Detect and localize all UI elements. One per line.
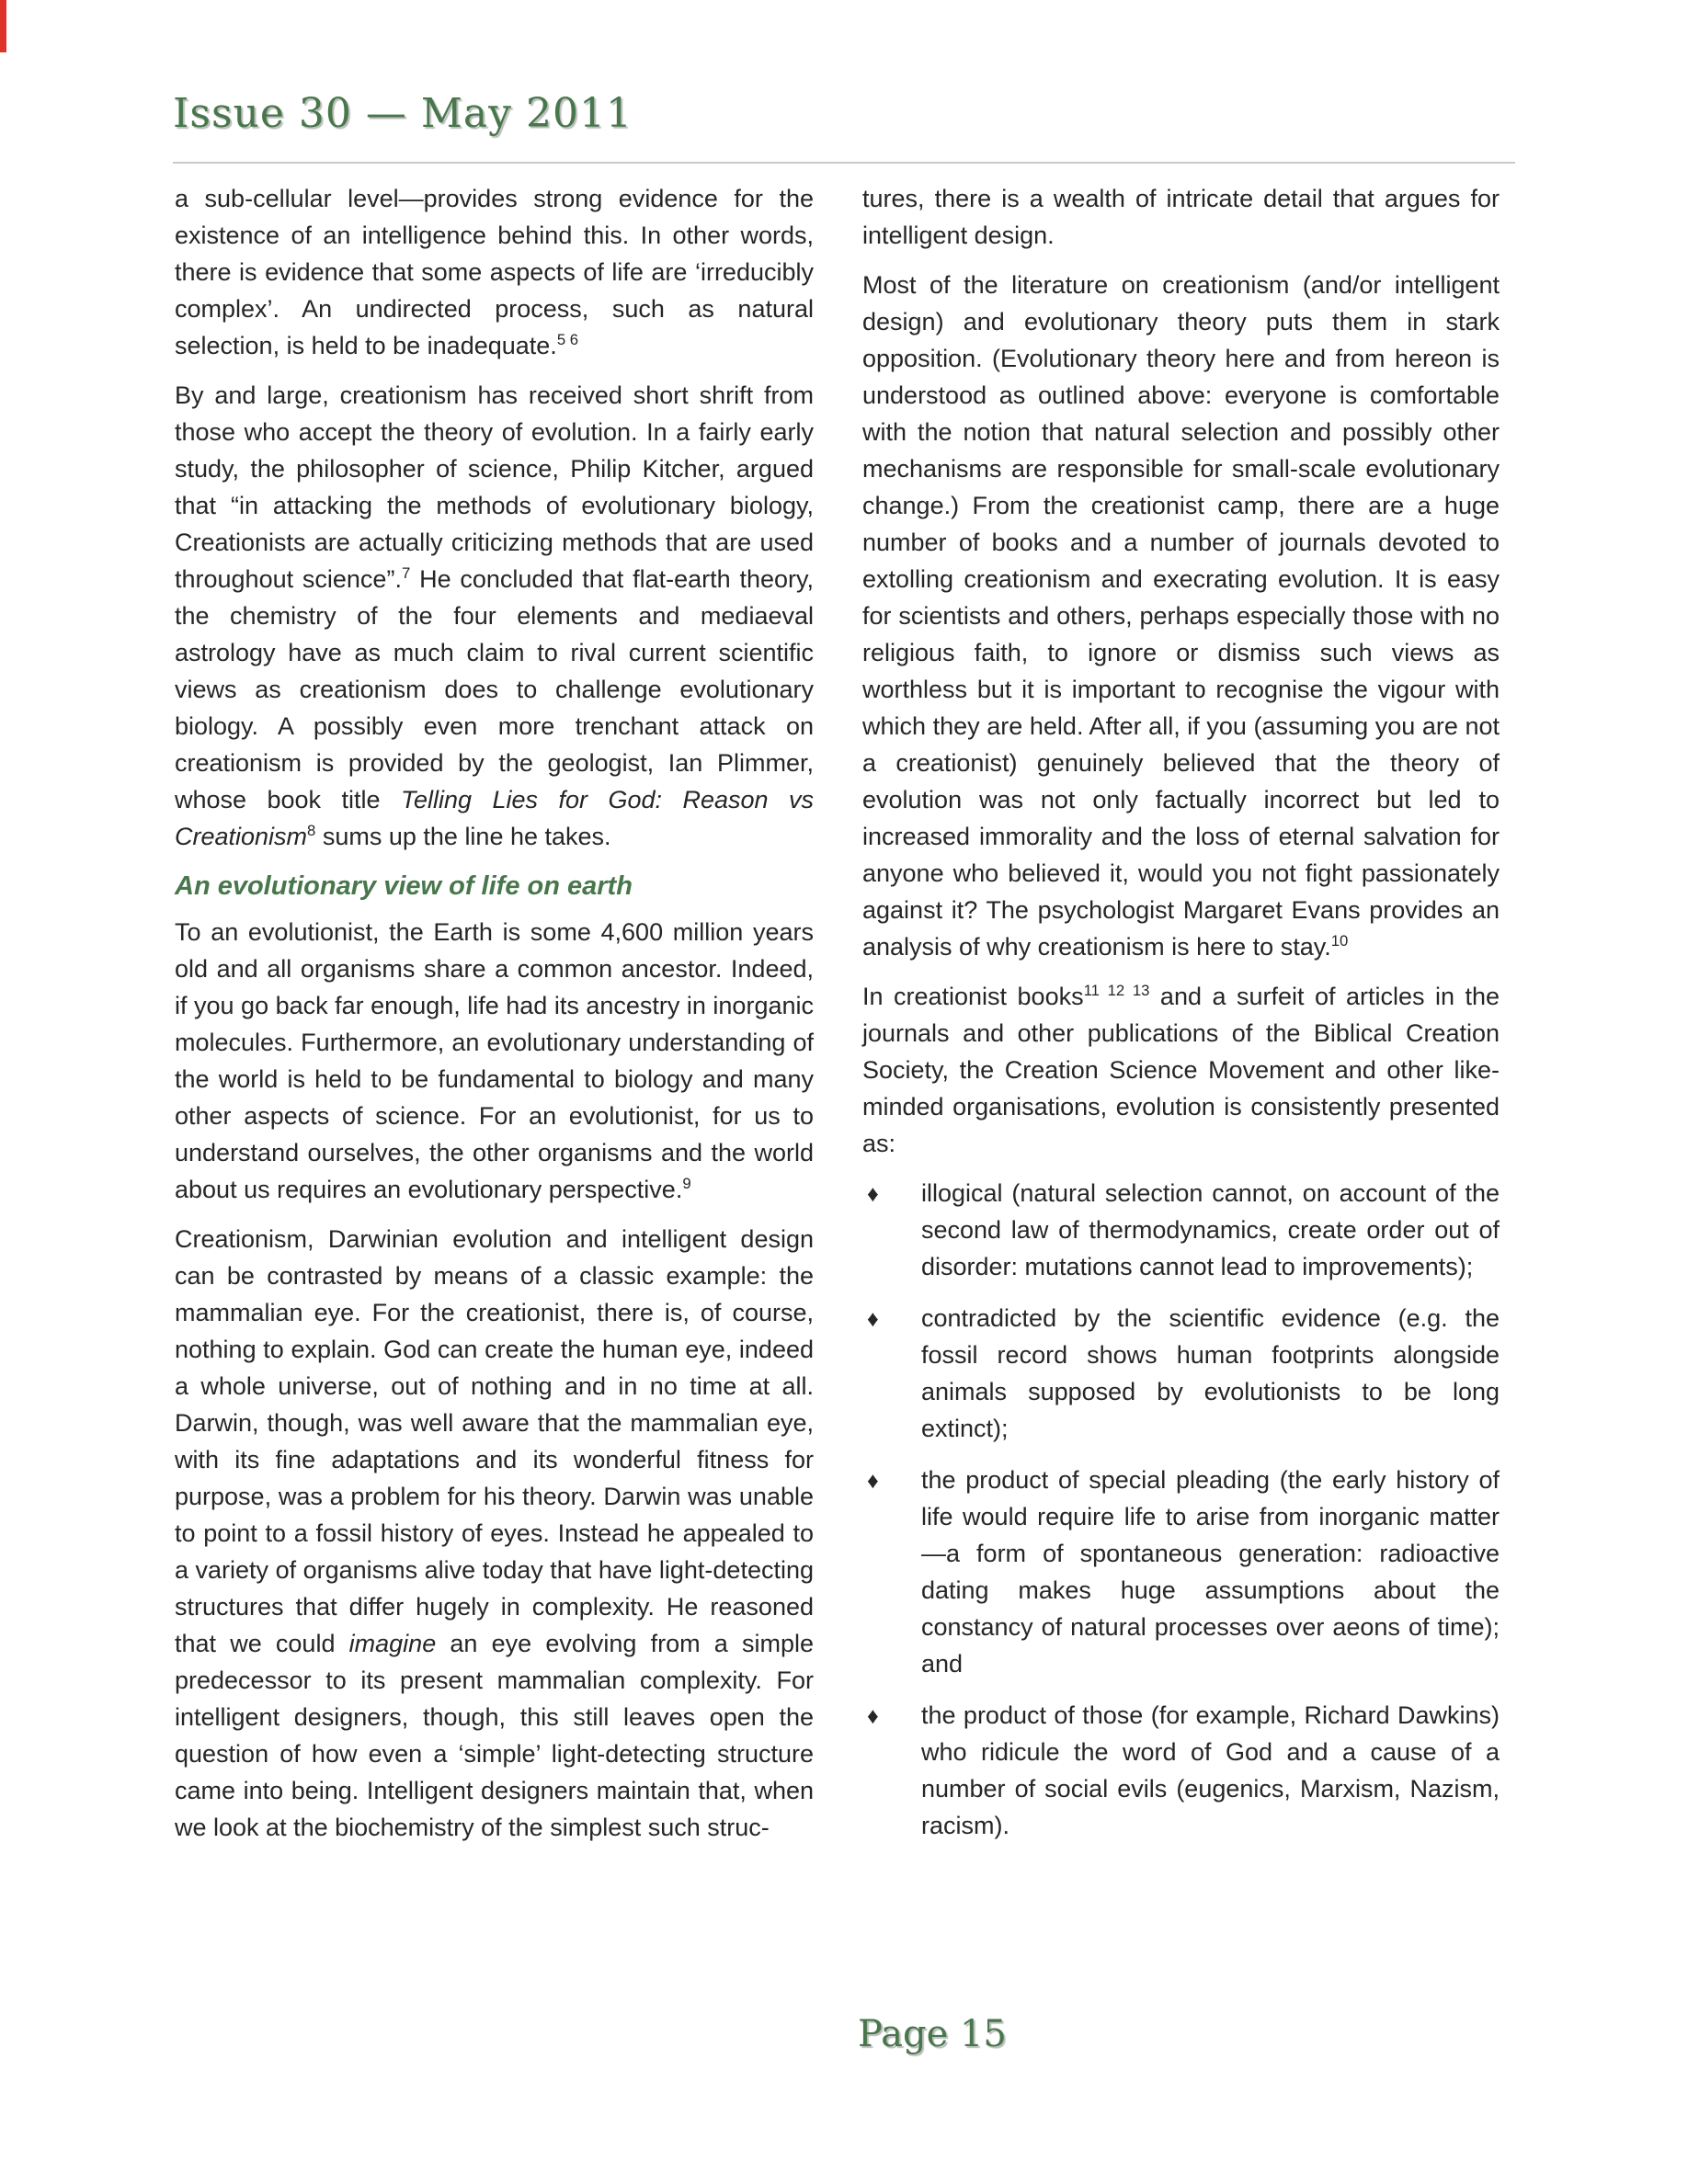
bullet-item <box>862 1462 1500 1682</box>
bullet-item <box>862 1175 1500 1285</box>
diamond-bullet-icon: ♦ <box>867 1703 879 1729</box>
footnote-reference: 11 12 13 <box>1083 982 1150 999</box>
text-segment: the product of those (for example, Richard Dawkins) who ridicule the word of God and a cause of a number of social evils (eugenics, Marxism, Nazism, racism). <box>921 1701 1500 1839</box>
bullet-text <box>921 1701 1500 1839</box>
footnote-reference: 9 <box>682 1175 691 1192</box>
text-segment: tures, there is a wealth of intricate detail that argues for intelligent design. <box>862 185 1500 249</box>
footnote-reference: 10 <box>1330 932 1349 950</box>
left-text-column <box>175 180 814 1859</box>
footnote-reference: 5 6 <box>556 331 579 348</box>
header-divider <box>173 162 1515 164</box>
text-segment: By and large, creationism has received short shrift from those who accept the theory of evolution. In a fairly early study, the philosopher of science, Philip Kitcher, argued that “in attacking the methods of evolutionary biology, Creationists are actually criticizing methods that are used throughout science”. <box>175 381 814 593</box>
red-corner-mark <box>0 0 6 52</box>
text-segment: Creationism, Darwinian evolution and intelligent design can be contrasted by means of a classic example: the mammalian eye. For the creationist, there is, of course, nothing to explain. God can create the human eye, indeed a whole universe, out of nothing and in no time at all. Darwin, though, was well aware that the mammalian eye, with its fine adaptations and its wonderful fitness for purpose, was a problem for his theory. Darwin was unable to point to a fossil history of eyes. Instead he appealed to a variety of organisms alive today that have light-detecting structures that differ hugely in complexity. He reasoned that we could <box>175 1225 814 1657</box>
footnote-reference: 8 <box>307 822 316 839</box>
text-segment: Most of the literature on creationism (and/or intelligent design) and evolutionary theory puts them in stark opposition. (Evolutionary theory here and from hereon is understood as outlined above: everyone is comfortable with the notion that natural selection and possibly other mechanisms are responsible for small-scale evolutionary change.) From the creationist camp, there are a huge number of books and a number of journals devoted to extolling creationism and execrating evolution. It is easy for scientists and others, perhaps especially those with no religious faith, to ignore or dismiss such views as worthless but it is important to recognise the vigour with which they are held. After all, if you (assuming you are not a creationist) genuinely believed that the theory of evolution was not only factually incorrect but led to increased immorality and the loss of eternal salvation for anyone who believed it, would you not fight passionately against it? The psychologist Margaret Evans provides an analysis of why creationism is here to stay. <box>862 271 1500 961</box>
text-segment: He concluded that flat-earth theory, the chemistry of the four elements and mediaeval astrology have as much claim to rival current scientific views as creationism does to challenge evolutionary biology. A possibly even more trenchant attack on creationism is provided by the geologist, Ian Plimmer, whose book title <box>175 565 814 813</box>
text-segment: the product of special pleading (the early history of life would require life to arise from inorganic matter—a form of spontaneous generation: radioactive dating makes huge assumptions about the constancy of natural processes over aeons of time); and <box>921 1466 1500 1678</box>
bullet-list <box>862 1175 1500 1844</box>
text-segment: and a surfeit of articles in the journals and other publications of the Biblical Creation Society, the Creation Science Movement and other like-minded organisations, evolution is consistently presented as: <box>862 983 1500 1157</box>
diamond-bullet-icon: ♦ <box>867 1181 879 1207</box>
text-segment: a sub-cellular level—provides strong evidence for the existence of an intelligence behind this. In other words, there is evidence that some aspects of life are ‘irreducibly complex’. An undirected process, such as natural selection, is held to be inadequate. <box>175 185 814 359</box>
paragraph <box>862 978 1500 1162</box>
right-text-column <box>862 180 1500 1859</box>
section-heading <box>175 868 814 904</box>
text-segment: illogical (natural selection cannot, on account of the second law of thermodynamics, create order out of disorder: mutations cannot lead to improvements); <box>921 1179 1500 1280</box>
text-segment: In creationist books <box>862 983 1084 1010</box>
diamond-bullet-icon: ♦ <box>867 1468 879 1494</box>
text-segment: contradicted by the scientific evidence (e.g. the fossil record shows human footprints alongside animals supposed by evolutionists to be long extinct); <box>921 1304 1500 1442</box>
text-segment: To an evolutionist, the Earth is some 4,600 million years old and all organisms share a common ancestor. Indeed, if you go back far enough, life had its ancestry in inorganic molecules. Furthermore, an evolutionary understanding of the world is held to be fundamental to biology and many other aspects of science. For an evolutionist, for us to understand ourselves, the other organisms and the world about us requires an evolutionary perspective. <box>175 918 814 1203</box>
page-number: Page 15 <box>858 2013 1007 2055</box>
text-segment: An evolutionary view of life on earth <box>175 871 633 901</box>
paragraph <box>862 180 1500 254</box>
paragraph <box>175 914 814 1208</box>
paragraph <box>862 267 1500 965</box>
text-segment: an eye evolving from a simple predecessor to its present mammalian complexity. For intelligent designers, though, this still leaves open the question of how even a ‘simple’ light-detecting structure came into being. Intelligent designers maintain that, when we look at the biochemistry of the simplest such struc- <box>175 1630 814 1841</box>
bullet-item <box>862 1697 1500 1844</box>
bullet-item <box>862 1300 1500 1447</box>
bullet-text <box>921 1466 1500 1678</box>
text-segment: imagine <box>348 1630 437 1657</box>
paragraph <box>175 377 814 855</box>
paragraph <box>175 1221 814 1846</box>
diamond-bullet-icon: ♦ <box>867 1306 879 1332</box>
footnote-reference: 7 <box>401 564 411 582</box>
bullet-text <box>921 1304 1500 1442</box>
issue-header: Issue 30 — May 2011 <box>173 90 633 137</box>
bullet-text <box>921 1179 1500 1280</box>
paragraph <box>175 180 814 364</box>
text-segment: sums up the line he takes. <box>315 823 611 850</box>
text-segment: Telling Lies for God: Reason vs Creationism <box>175 786 814 850</box>
